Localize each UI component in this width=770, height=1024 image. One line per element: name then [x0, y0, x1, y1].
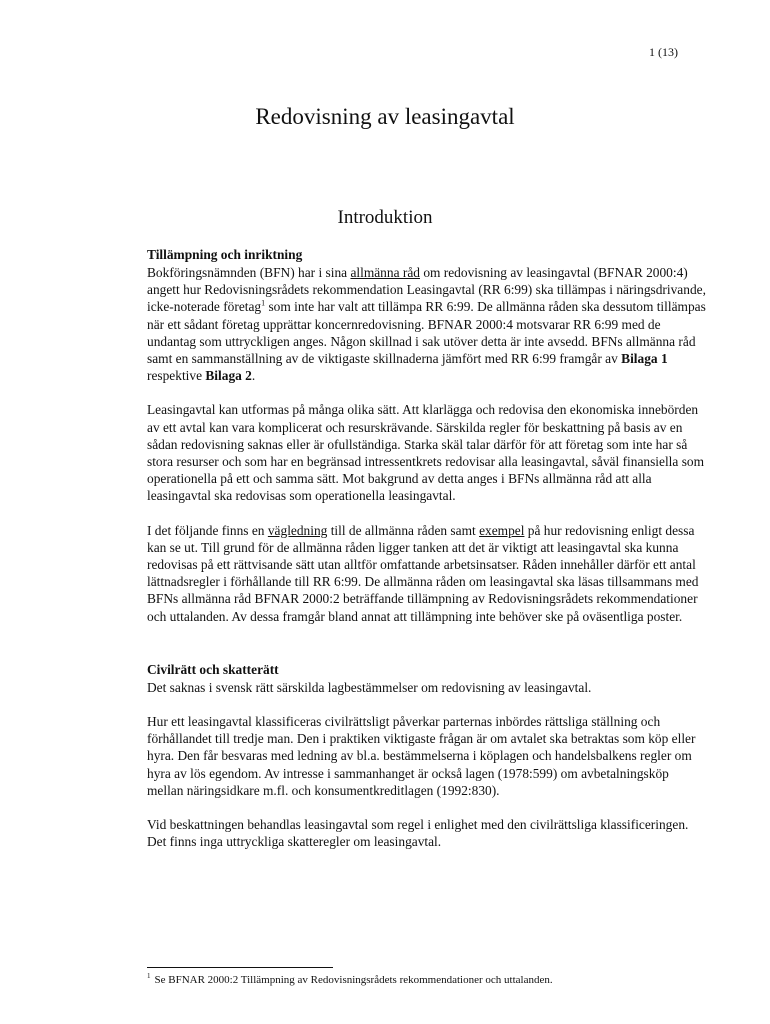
link-allmanna-rad[interactable]: allmänna råd: [350, 265, 420, 280]
bilaga-2-reference: Bilaga 2: [205, 368, 252, 384]
paragraph-1-text-a: Bokföringsnämnden (BFN) har i sina: [147, 265, 351, 280]
paragraph-2: Leasingavtal kan utformas på många olika sätt. Att klarlägga och redovisa den ekonomiska innebörden av ett avtal kan vara komplicerat och resurskrävande. Särskilda regler för beskattning på basis av en sådan redovisning saknas eller är ofullständiga. Starka skäl talar därför för att företag som inte har så stora resurser och som har en begränsad intressentkrets redovisar alla leasingavtal, såväl finansiella som operationella på ett och samma sätt. Mot bakgrund av detta anges i BFNs allmänna råd att alla leasingavtal ska redovisas som operationella leasingavtal.: [147, 402, 705, 504]
paragraph-1-text-b: om redovisning av leasingavtal (BFNAR 2000:4) angett hur Redovisningsrådets rekommendation Leasingavtal (RR 6:99) ska tillämpas i näringsdrivande, icke-noterade företag: [147, 265, 706, 315]
paragraph-3-text-c: på hur redovisning enligt dessa kan se ut. Till grund för de allmänna råden ligger tanken att det är viktigt att leasingavtal ska kunna redovisas på ett rättvisande sätt utan alltför omfattande arbetsinsatser. Råden innehåller därför ett antal lättnadsregler i förhållande till RR 6:99. De allmänna råden om leasingavtal ska läsas tillsammans med BFNs allmänna råd BFNAR 2000:2 beträffande tillämpning av Redovisningsrådets rekommendationer och uttalanden. Av dessa framgår bland annat att tillämpning inte behöver ske på oväsentliga poster.: [147, 522, 699, 624]
paragraph-1-text-d: respektive: [147, 368, 206, 384]
document-title: Redovisning av leasingavtal: [255, 104, 515, 129]
page-number: 1 (13): [649, 45, 678, 59]
footnote: [147, 974, 553, 986]
paragraph-3: [147, 522, 707, 625]
footnote-text: Se BFNAR 2000:2 Tillämpning av Redovisningsrådets rekommendationer och uttalanden.: [154, 974, 553, 986]
bilaga-1-reference: Bilaga 1: [621, 351, 668, 367]
paragraph-3-text-a: I det följande finns en: [147, 522, 268, 538]
paragraph-3-text-b: till de allmänna råden samt: [327, 522, 480, 538]
link-exempel[interactable]: exempel: [479, 522, 525, 538]
footnote-divider: [147, 967, 333, 968]
paragraph-6: Vid beskattningen behandlas leasingavtal som regel i enlighet med den civilrättsliga klassificeringen. Det finns inga uttryckliga skatteregler om leasingavtal.: [147, 817, 689, 850]
subheading-civilratt: Civilrätt och skatterätt: [147, 661, 279, 677]
link-vagledning[interactable]: vägledning: [267, 522, 328, 538]
paragraph-1-text-e: .: [251, 368, 256, 384]
paragraph-4: Det saknas i svensk rätt särskilda lagbestämmelser om redovisning av leasingavtal.: [147, 679, 592, 695]
footnote-number: 1: [147, 972, 151, 981]
paragraph-1-text-c: som inte har valt att tillämpa RR 6:99. De allmänna råden ska dessutom tillämpas när ett sådant företag upprättar koncernredovisning. BFNAR 2000:4 motsvarar RR 6:99 med de undantag som uttryckligen anges. Någon skillnad i sak utöver detta är inte avsedd. BFNs allmänna råd samt en sammanställning av de viktigaste skillnaderna jämfört med RR 6:99 framgår av: [147, 299, 706, 367]
subheading-tillampning: Tillämpning och inriktning: [147, 247, 303, 262]
document-body: [147, 246, 707, 850]
paragraph-1: [147, 264, 707, 384]
footnote-reference[interactable]: 1: [261, 298, 266, 308]
section-title: Introduktion: [337, 207, 433, 228]
paragraph-5: Hur ett leasingavtal klassificeras civilrättsligt påverkar parternas inbördes rättsliga ställning och förhållandet till tredje man. Den i praktiken viktigaste frågan är om avtalet ska betraktas som köp eller hyra. Den får besvaras med ledning av bl.a. bestämmelserna i köplagen och handelsbalkens regler om hyra av lös egendom. Av intresse i sammanhanget är också lagen (1978:599) om avbetalningsköp mellan näringsidkare m.fl. och konsumentkreditlagen (1992:830).: [147, 714, 696, 798]
